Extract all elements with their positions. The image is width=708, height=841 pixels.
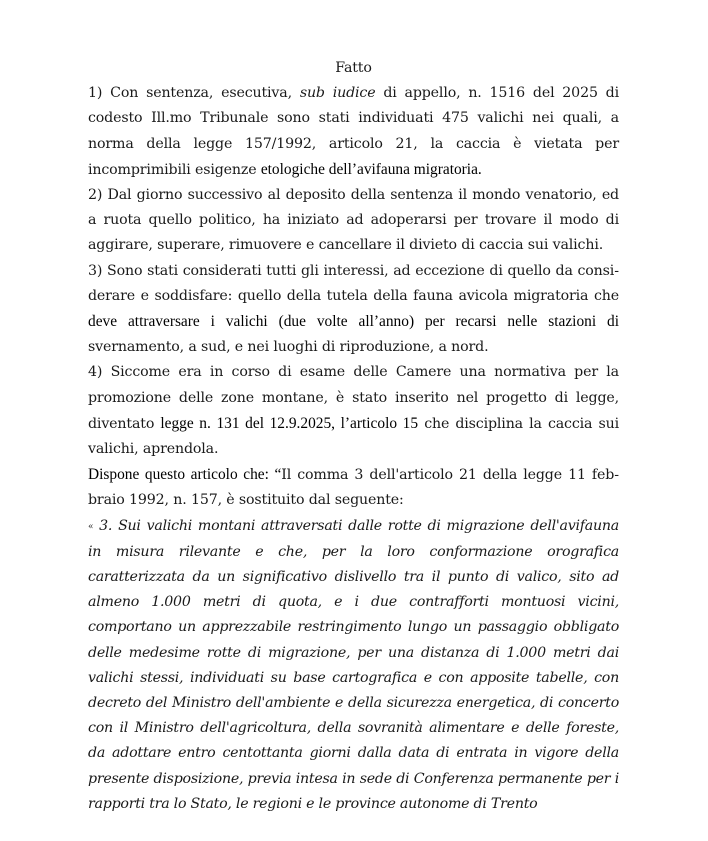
paragraph-1-text-c: etologiche dell’avifauna migratoria. [260, 160, 482, 178]
opening-quote-mark: « [88, 521, 94, 532]
paragraph-1 [88, 81, 619, 183]
paragraph-3 [88, 259, 619, 361]
paragraph-5-text-b: Il comma 3 dell'articolo 21 della legge 11 febbraio 1992, n. 157, è sostituito dal seguente: [88, 467, 619, 509]
paragraph-3-text-c: svernamento, a sud, e nei luoghi di riproduzione, a nord. [88, 339, 489, 356]
paragraph-1-text-a: 1) Con sentenza, esecutiva, [88, 85, 300, 102]
paragraph-4-text-a: 4) Siccome era in corso di esame delle Camere una normativa per la promozione delle zone montane, è stato inserito nel progetto di legge, diventato [88, 364, 619, 432]
paragraph-1-text-b: di appello, n. 1516 del 2025 di codesto Ill.mo Tribunale sono stati individuati 475 valichi nei quali, a norma della legge 157/1992, articolo 21, la caccia è vietata per incomprimibili esigenze [88, 85, 619, 178]
paragraph-2: 2) Dal giorno successivo al deposito della sentenza il mondo venatorio, ed a ruota quello politico, ha iniziato ad adoperarsi per trovare il modo di aggirare, superare, rimuovere e cancellare il divieto di caccia sui valichi. [88, 187, 619, 254]
section-heading: Fatto [335, 60, 372, 76]
paragraph-4 [88, 360, 619, 462]
paragraph-4-text-b: legge n. 131 del 12.9.2025, l’articolo 15 [160, 414, 419, 432]
paragraph-4-text-c: che disciplina la caccia sui valichi, aprendola. [88, 415, 619, 458]
document-page [88, 56, 619, 817]
quoted-law-body: 3. Sui valichi montani attraversati dalle rotte di migrazione dell'avifauna in misura rilevante e che, per la loro conformazione orografica caratterizzata da un significativo dislivello tra il punto di valico, sito ad almeno 1.000 metri di quota, e i due contrafforti montuosi vicini, comportano un apprezzabile restringimento lungo un passaggio obbligato delle medesime rotte di migrazione, per una distanza di 1.000 metri dai valichi stessi, individuati su base cartografica e con apposite tabelle, con decreto del Ministro dell'ambiente e della sicurezza energetica, di concerto con il Ministro dell'agricoltura, della sovranità alimentare e delle foreste, da adottare entro centottanta giorni dalla data di entrata in vigore della presente disposizione, previa intesa in sede di Conferenza permanente per i rapporti tra lo Stato, le regioni e le province autonome di Trento [88, 517, 619, 812]
paragraph-3-text-a: 3) Sono stati considerati tutti gli interessi, ad eccezione di quello da considerare e soddisfare: quello della tutela della fauna avicola migratoria che [88, 262, 619, 304]
paragraph-5 [88, 462, 619, 513]
quoted-law-text [88, 514, 619, 817]
paragraph-1-italic: sub iudice [299, 85, 376, 102]
paragraph-3-text-b: deve attraversare i valichi (due volte all’anno) per recarsi nelle stazioni di [88, 313, 619, 331]
paragraph-5-text-a: Dispone questo articolo che: “ [88, 466, 282, 484]
